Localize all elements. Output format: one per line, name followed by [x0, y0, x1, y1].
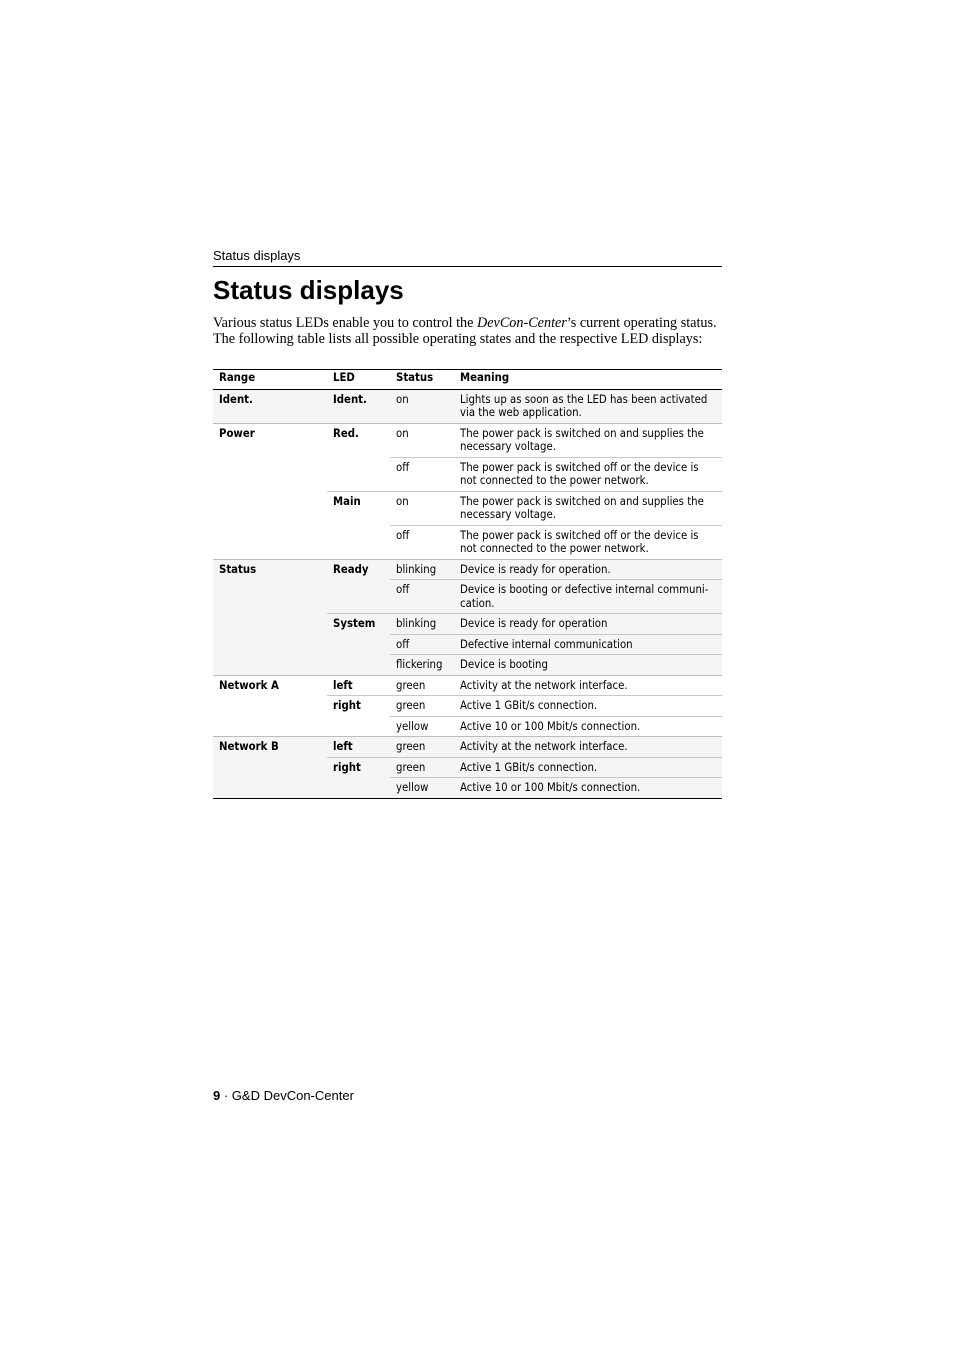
status-cell: off: [390, 634, 454, 655]
status-cell: off: [390, 580, 454, 614]
meaning-cell: The power pack is switched on and supplies the necessary voltage.: [454, 423, 722, 457]
led-cell: left: [327, 737, 390, 758]
group-ident: [213, 389, 722, 423]
table-row: [213, 389, 722, 423]
table-row: [213, 737, 722, 758]
table-row: [213, 423, 722, 457]
status-cell: flickering: [390, 655, 454, 676]
group-network-a: [213, 675, 722, 737]
meaning-cell: Active 1 GBit/s connection.: [454, 696, 722, 717]
page-footer: [213, 1088, 354, 1103]
led-cell: Ready: [327, 559, 390, 614]
status-cell: on: [390, 423, 454, 457]
led-cell: System: [327, 614, 390, 676]
meaning-cell: The power pack is switched off or the device is not connected to the power network.: [454, 525, 722, 559]
meaning-cell: Activity at the network interface.: [454, 675, 722, 696]
status-cell: on: [390, 491, 454, 525]
col-header-status: Status: [390, 370, 454, 390]
led-cell: right: [327, 696, 390, 737]
col-header-range: Range: [213, 370, 327, 390]
led-cell: Main: [327, 491, 390, 559]
group-power: [213, 423, 722, 559]
status-cell: green: [390, 757, 454, 778]
range-cell: Ident.: [213, 389, 327, 423]
intro-product: DevCon-Center: [477, 315, 567, 331]
intro-line-2: The following table lists all possible operating states and the respective LED displays:: [213, 331, 703, 347]
intro-paragraph: [213, 315, 725, 347]
meaning-cell: Device is ready for operation: [454, 614, 722, 635]
meaning-cell: Activity at the network interface.: [454, 737, 722, 758]
meaning-cell: Device is booting or defective internal communi-cation.: [454, 580, 722, 614]
led-cell: left: [327, 675, 390, 696]
status-cell: blinking: [390, 559, 454, 580]
status-cell: blinking: [390, 614, 454, 635]
led-cell: right: [327, 757, 390, 798]
meaning-cell: Active 10 or 100 Mbit/s connection.: [454, 716, 722, 737]
group-status: [213, 559, 722, 675]
status-cell: off: [390, 457, 454, 491]
range-cell: Network A: [213, 675, 327, 737]
table-row: [213, 559, 722, 580]
status-cell: off: [390, 525, 454, 559]
status-cell: yellow: [390, 716, 454, 737]
footer-product: G&D DevCon-Center: [231, 1088, 354, 1103]
page-number: 9: [213, 1088, 221, 1103]
page-title: Status displays: [213, 275, 404, 305]
meaning-cell: Active 1 GBit/s connection.: [454, 757, 722, 778]
status-table: [213, 369, 722, 799]
meaning-cell: Device is ready for operation.: [454, 559, 722, 580]
meaning-cell: Lights up as soon as the LED has been activated via the web application.: [454, 389, 722, 423]
status-cell: green: [390, 696, 454, 717]
header-row: [213, 370, 722, 390]
meaning-cell: Active 10 or 100 Mbit/s connection.: [454, 778, 722, 799]
intro-part2: ’s current operating status.: [566, 315, 717, 331]
footer-separator: ·: [220, 1088, 232, 1103]
meaning-cell: Defective internal communication: [454, 634, 722, 655]
range-cell: Power: [213, 423, 327, 559]
meaning-cell: The power pack is switched on and supplies the necessary voltage.: [454, 491, 722, 525]
range-cell: Status: [213, 559, 327, 675]
meaning-cell: The power pack is switched off or the device is not connected to the power network.: [454, 457, 722, 491]
status-cell: green: [390, 675, 454, 696]
group-network-b: [213, 737, 722, 799]
range-cell: Network B: [213, 737, 327, 799]
running-head: Status displays: [213, 248, 722, 267]
led-cell: Ident.: [327, 389, 390, 423]
status-cell: yellow: [390, 778, 454, 799]
intro-line-1: [213, 315, 725, 331]
status-cell: green: [390, 737, 454, 758]
col-header-meaning: Meaning: [454, 370, 722, 390]
table-row: [213, 675, 722, 696]
meaning-cell: Device is booting: [454, 655, 722, 676]
col-header-led: LED: [327, 370, 390, 390]
intro-part1: Various status LEDs enable you to control the: [213, 315, 477, 331]
status-cell: on: [390, 389, 454, 423]
led-cell: Red.: [327, 423, 390, 491]
